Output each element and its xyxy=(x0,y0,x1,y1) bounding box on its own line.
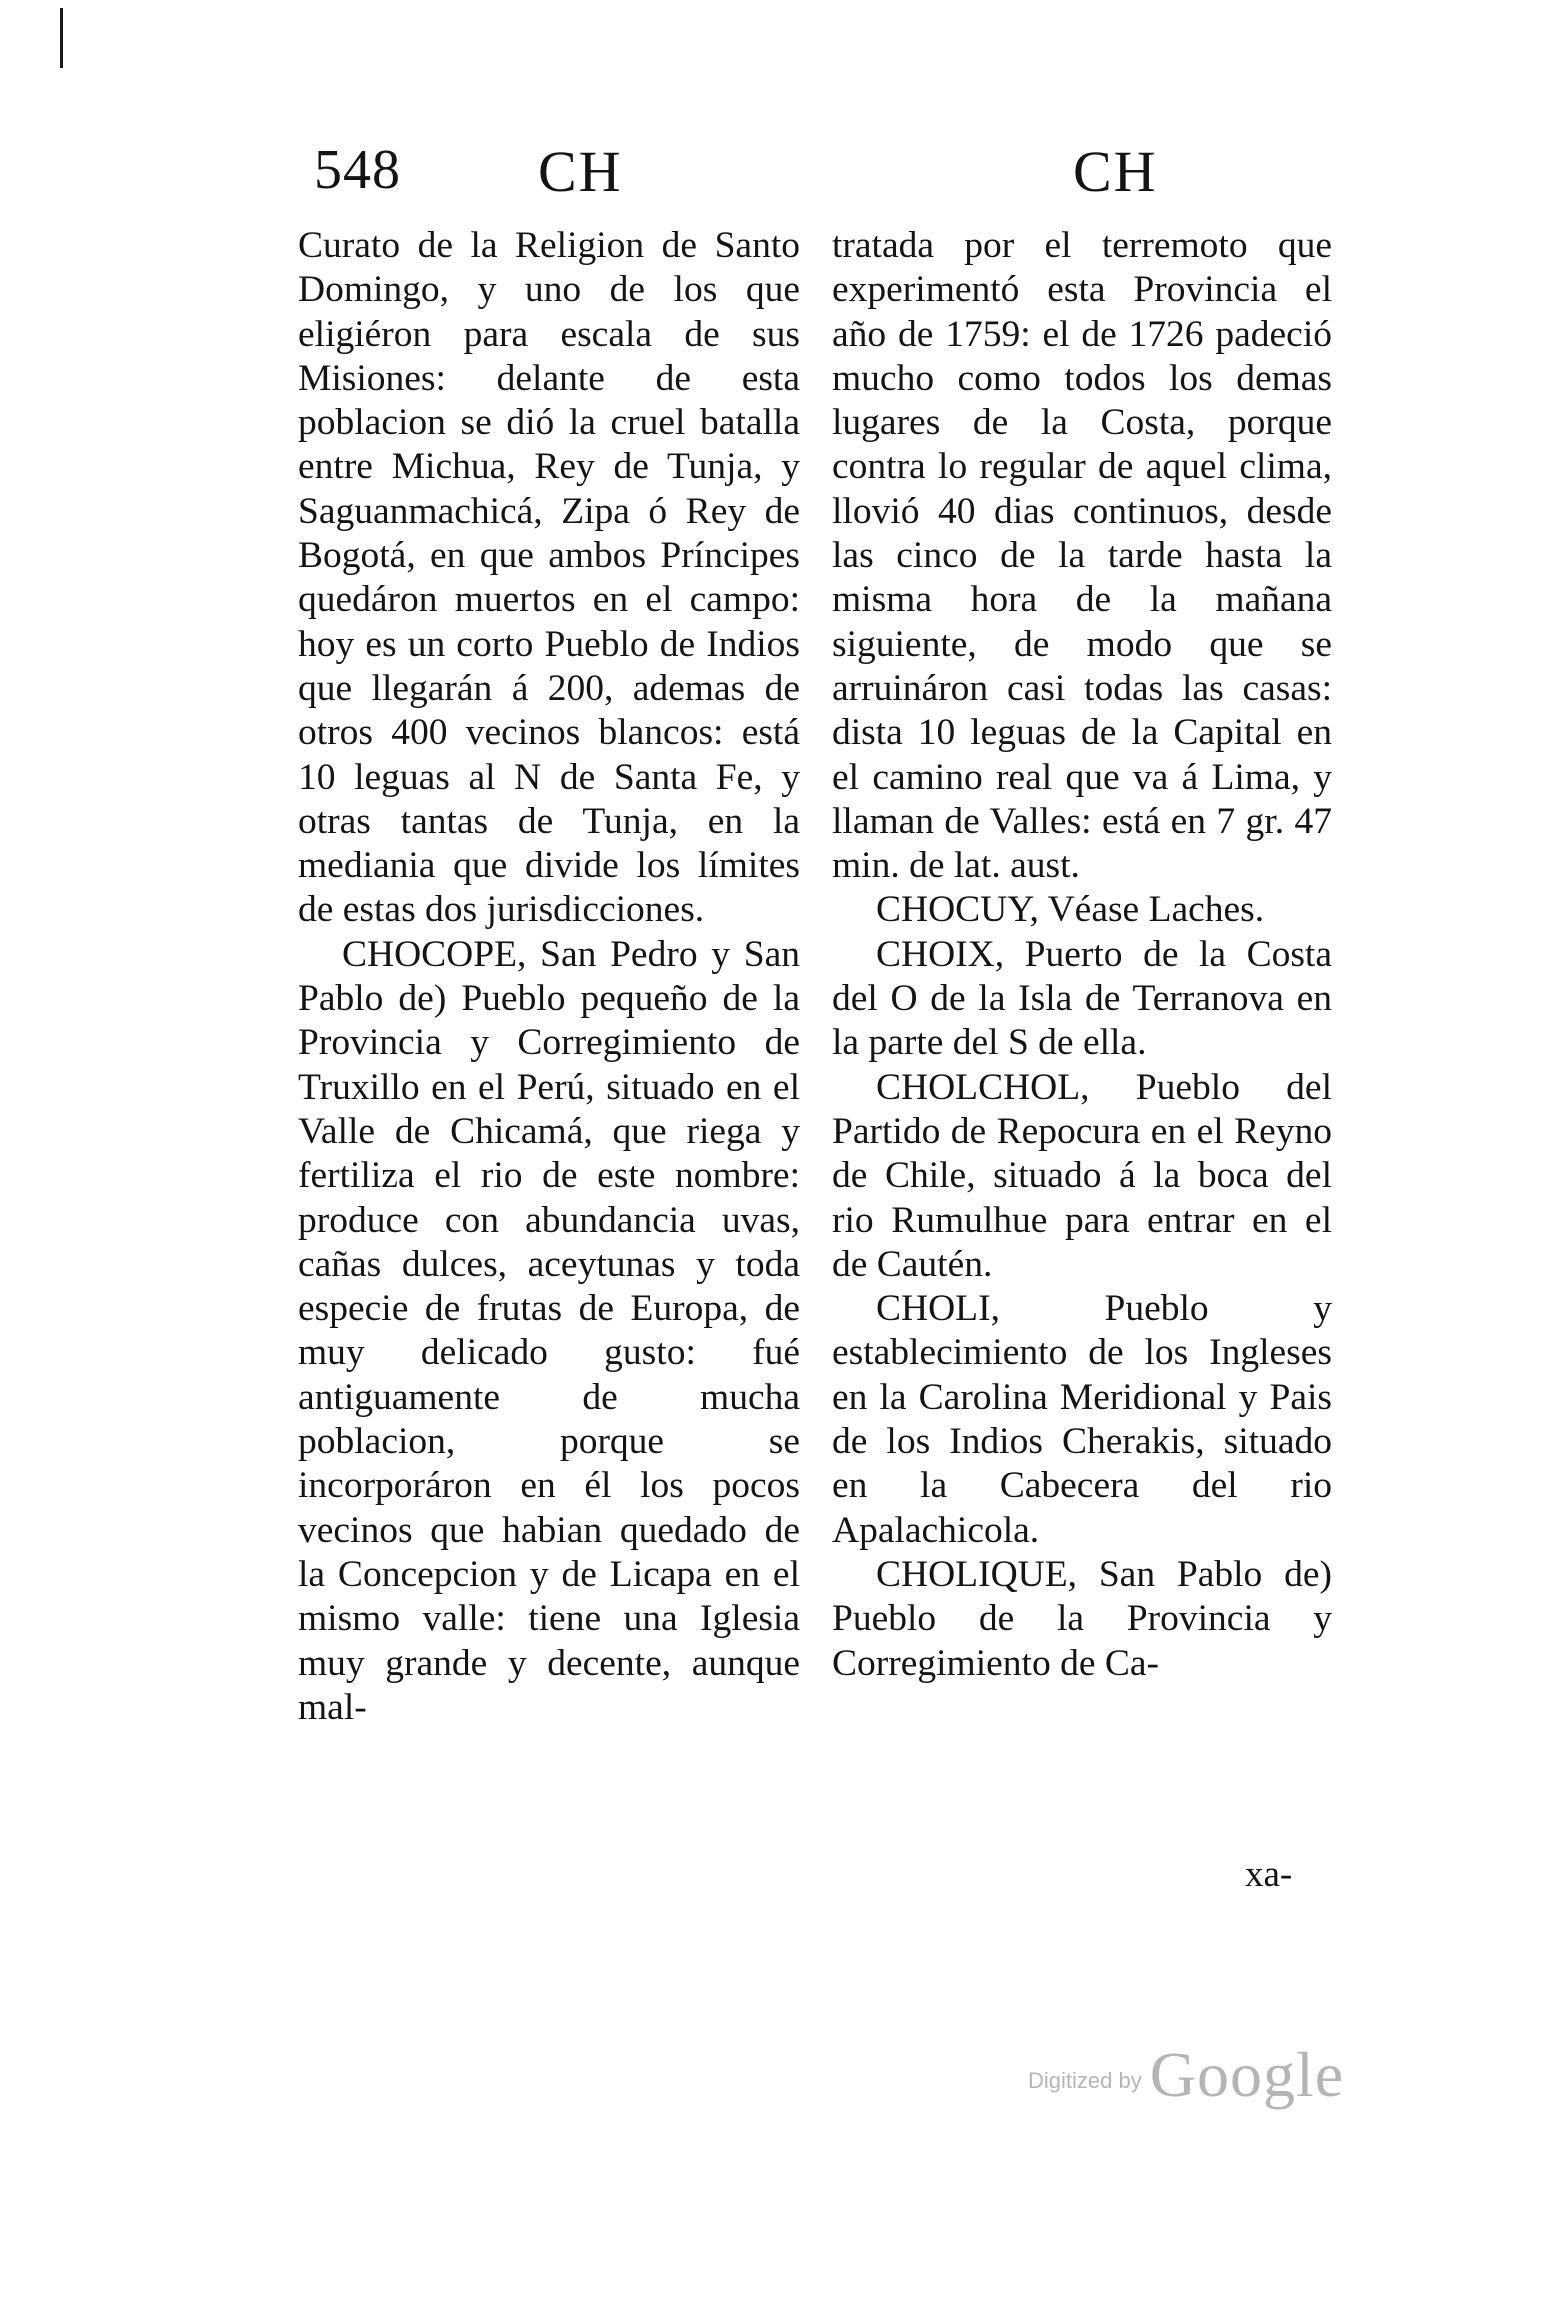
page-number: 548 xyxy=(314,139,401,201)
digitized-watermark xyxy=(1028,2038,1344,2112)
watermark-prefix: Digitized by xyxy=(1028,2068,1142,2093)
watermark-logo: Google xyxy=(1149,2039,1345,2110)
entry-chocuy: CHOCUY, Véase Laches. xyxy=(876,889,1265,931)
paragraph-chocope-continuation: tratada por el terremoto que experimentó esta Provincia el año de 1759: el de 1726 padeció mucho como todos los demas lugares de la Costa, porque contra lo regular de aquel clima, llovió 40 dias continuos, desde las cinco de la tarde hasta la misma hora de la mañana siguiente, de modo que se arruináron casi todas las casas: dista 10 leguas de la Capital en el camino real que va á Lima, y llaman de Valles: está en 7 gr. 47 min. de lat. aust. xyxy=(832,225,1332,887)
catchword: xa- xyxy=(1245,1854,1293,1895)
entry-cholchol: CHOLCHOL, Pueblo del Partido de Repocura en el Reyno de Chile, situado á la boca del rio Rumulhue para entrar en el de Cautén. xyxy=(832,1066,1332,1285)
entry-choli: CHOLI, Pueblo y establecimiento de los Ingleses en la Carolina Meridional y Pais de los Indios Cherakis, situado en la Cabecera del rio Apalachicola. xyxy=(832,1288,1332,1551)
page-edge-mark xyxy=(60,8,63,68)
text-column-left xyxy=(298,224,800,1730)
running-head-left: CH xyxy=(538,139,623,204)
entry-chocope: CHOCOPE, San Pedro y San Pablo de) Pueblo pequeño de la Provincia y Corregimiento de Truxillo en el Perú, situado en el Valle de Chicamá, que riega y fertiliza el rio de este nombre: produce con abundancia uvas, cañas dulces, aceytunas y toda especie de frutas de Europa, de muy delicado gusto: fué antiguamente de mucha poblacion, porque se incorporáron en él los pocos vecinos que habian quedado de la Concepcion y de Licapa en el mismo valle: tiene una Iglesia muy grande y decente, aunque mal- xyxy=(298,933,800,1728)
entry-choix: CHOIX, Puerto de la Costa del O de la Isla de Terranova en la parte del S de ella. xyxy=(832,933,1332,1064)
text-column-right xyxy=(832,224,1332,1686)
running-head-right: CH xyxy=(1073,139,1158,204)
paragraph-curato-continuation: Curato de la Religion de Santo Domingo, y uno de los que eligiéron para escala de sus Misiones: delante de esta poblacion se dió la cruel batalla entre Michua, Rey de Tunja, y Saguanmachicá, Zipa ó Rey de Bogotá, en que ambos Príncipes quedáron muertos en el campo: hoy es un corto Pueblo de Indios que llegarán á 200, ademas de otros 400 vecinos blancos: está 10 leguas al N de Santa Fe, y otras tantas de Tunja, en la mediania que divide los límites de estas dos jurisdicciones. xyxy=(298,225,800,931)
entry-cholique: CHOLIQUE, San Pablo de) Pueblo de la Provincia y Corregimiento de Ca- xyxy=(832,1553,1332,1684)
